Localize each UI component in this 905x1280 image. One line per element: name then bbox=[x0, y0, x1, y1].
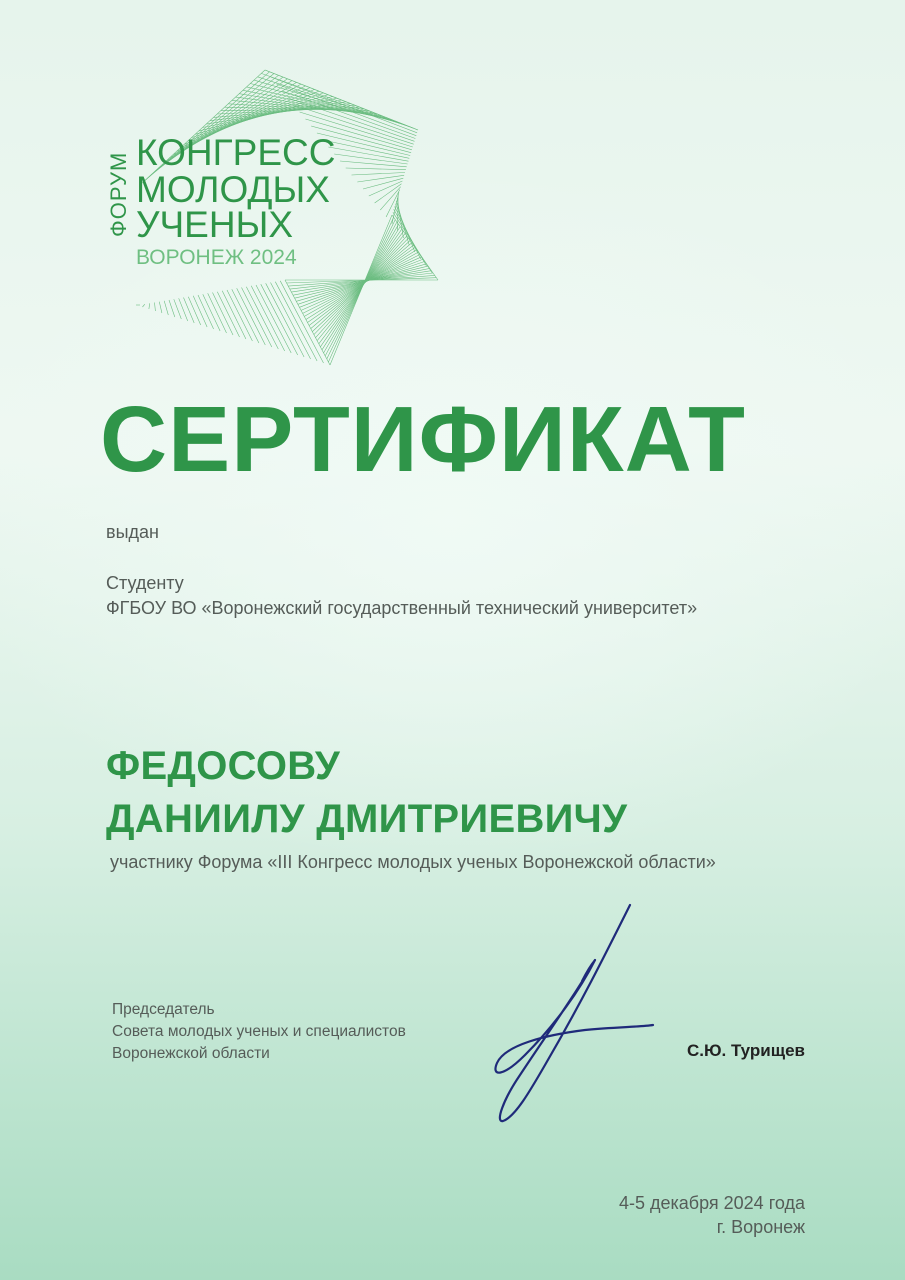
signatory-name: С.Ю. Турищев bbox=[686, 1041, 805, 1060]
logo-city-year: ВОРОНЕЖ 2024 bbox=[136, 246, 297, 269]
position-line-1: Председатель bbox=[112, 1001, 215, 1018]
signatory-position bbox=[112, 999, 406, 1065]
recipient-role: Студенту bbox=[106, 573, 184, 593]
date-and-place bbox=[619, 1191, 805, 1239]
logo-line-3: УЧЕНЫХ bbox=[136, 204, 293, 245]
certificate-title: СЕРТИФИКАТ bbox=[100, 387, 746, 491]
event-date: 4-5 декабря 2024 года bbox=[618, 1193, 805, 1213]
recipient-surname: ФЕДОСОВУ bbox=[106, 744, 341, 788]
handwritten-signature bbox=[485, 895, 675, 1135]
event-city: г. Воронеж bbox=[716, 1217, 805, 1237]
issued-label: выдан bbox=[106, 522, 159, 542]
logo-vertical-word: ФОРУМ bbox=[106, 151, 131, 237]
position-line-2: Совета молодых ученых и специалистов bbox=[112, 1023, 406, 1040]
recipient-given-names: ДАНИИЛУ ДМИТРИЕВИЧУ bbox=[106, 797, 628, 841]
organization-name: ФГБОУ ВО «Воронежский государственный технический университет» bbox=[106, 598, 698, 618]
participation-text: участнику Форума «III Конгресс молодых ученых Воронежской области» bbox=[110, 852, 716, 872]
position-line-3: Воронежской области bbox=[112, 1045, 270, 1062]
logo-line-1: КОНГРЕСС bbox=[136, 132, 336, 173]
logo-line-2: МОЛОДЫХ bbox=[136, 169, 330, 210]
forum-logo bbox=[100, 65, 450, 375]
